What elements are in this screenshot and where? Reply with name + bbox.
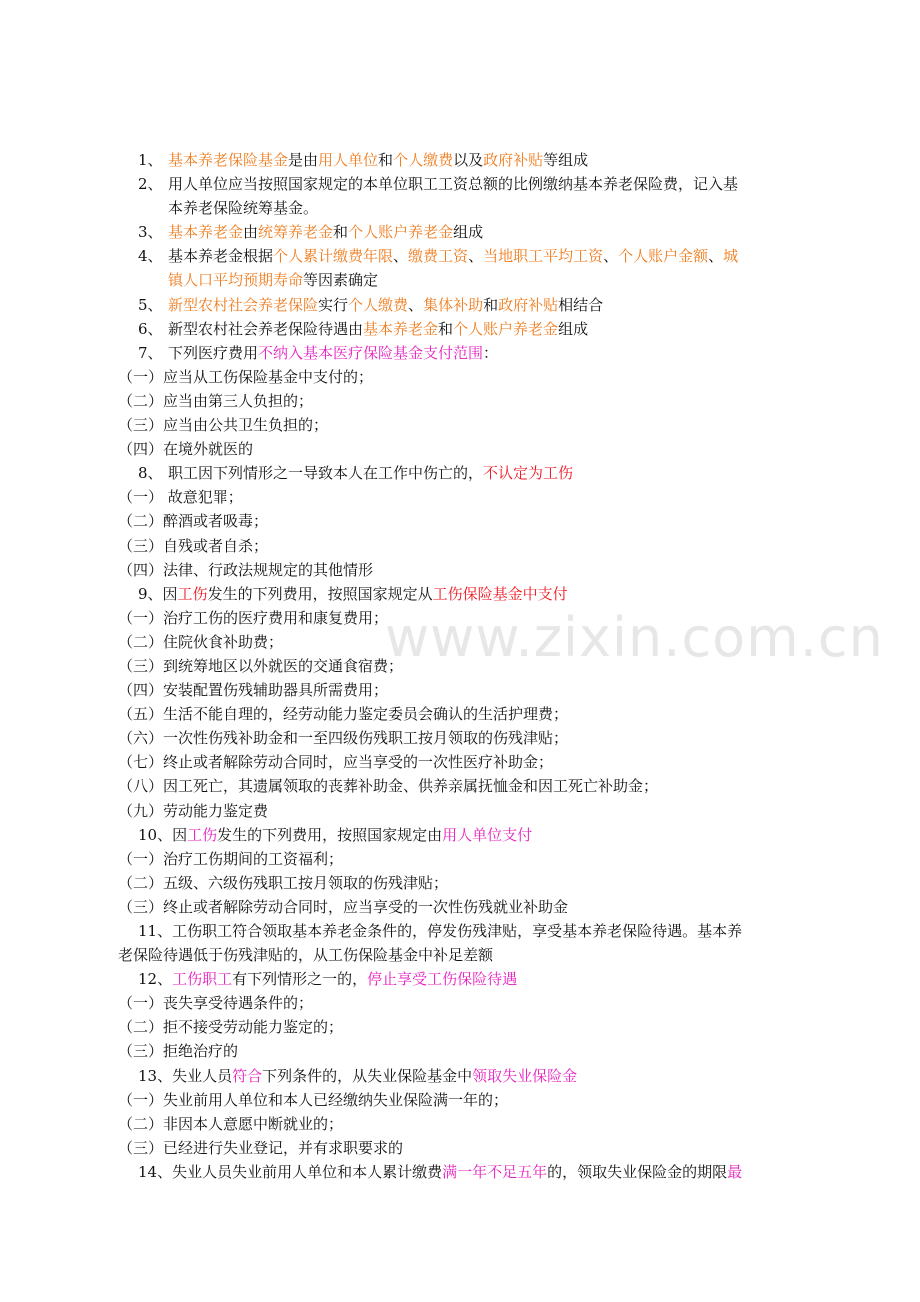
highlighted-term: 个人账户金额: [618, 247, 709, 266]
text-run: （四）在境外就医的: [118, 440, 254, 459]
highlighted-term: 政府补贴: [498, 295, 559, 314]
text-run: （二）醉酒或者吸毒；: [118, 512, 269, 531]
highlighted-term: 用人单位支付: [442, 825, 533, 844]
highlighted-term: 个人账户养老金: [348, 223, 454, 242]
text-run: 职工因下列情形之一导致本人在工作中伤亡的，: [168, 464, 484, 483]
line-text: [118, 991, 313, 1015]
line-text: [138, 582, 568, 606]
doc-line-l5: [0, 293, 920, 317]
line-text: [118, 413, 328, 437]
text-run: 的，领取失业保险金的期限: [547, 1162, 728, 1181]
line-text: [118, 437, 253, 461]
line-text: [118, 750, 553, 774]
item-number: 5、: [138, 295, 163, 314]
doc-line-l7a: [0, 365, 920, 389]
text-run: 、: [393, 247, 409, 266]
line-text: [118, 389, 313, 413]
highlighted-term: 个人缴费: [393, 151, 454, 169]
text-run: 10、因: [138, 825, 188, 844]
highlighted-term: 个人累计缴费年限: [273, 247, 394, 266]
line-text: [118, 1039, 238, 1063]
text-run: （一） 故意犯罪；: [118, 488, 243, 507]
text-run: 有下列情形之一的，: [232, 970, 368, 989]
doc-line-l9e: [0, 702, 920, 726]
line-text: [118, 726, 568, 750]
highlighted-term: 个人缴费: [348, 295, 409, 314]
text-run: （三）自残或者自杀；: [118, 536, 269, 555]
item-number: 4、: [138, 247, 163, 266]
line-text: [118, 895, 568, 919]
highlighted-term: 满一年不足五年: [442, 1162, 548, 1181]
highlighted-term: 基本养老金: [168, 223, 244, 242]
doc-line-l8b: [0, 509, 920, 533]
text-run: 是由: [288, 151, 319, 169]
doc-line-l10b: [0, 871, 920, 895]
text-run: 发生的下列费用，按照国家规定由: [217, 825, 443, 844]
text-run: 和: [483, 295, 499, 314]
doc-line-l8: [0, 461, 920, 485]
doc-line-l14: [0, 1160, 920, 1184]
doc-line-l8d: [0, 558, 920, 582]
text-run: 发生的下列费用，按照国家规定从: [207, 584, 433, 603]
doc-line-l12: [0, 967, 920, 991]
text-run: 新型农村社会养老保险待遇由: [168, 319, 364, 338]
line-text: [168, 268, 378, 292]
doc-line-l9i: [0, 799, 920, 823]
line-text: [168, 148, 588, 172]
highlighted-term: 用人单位: [318, 151, 379, 169]
highlighted-term: 当地职工平均工资: [483, 247, 604, 266]
text-run: 以及: [453, 151, 484, 169]
doc-line-l2b: [0, 196, 920, 220]
line-text: [118, 799, 268, 823]
highlighted-term: 个人账户养老金: [453, 319, 559, 338]
doc-line-l10c: [0, 895, 920, 919]
highlighted-term: 工伤职工: [172, 970, 233, 989]
line-text: [118, 774, 658, 798]
doc-line-l7d: [0, 437, 920, 461]
text-run: （七）终止或者解除劳动合同时，应当享受的一次性医疗补助金；: [118, 753, 554, 772]
text-run: （二）非因本人意愿中断就业的；: [118, 1114, 344, 1133]
line-text: [118, 1088, 508, 1112]
line-text: [138, 1160, 742, 1184]
doc-line-l7: [0, 341, 920, 365]
highlighted-term: 不纳入基本医疗保险基金支付范围: [258, 343, 484, 362]
line-text: [168, 172, 738, 196]
text-run: （一）治疗工伤的医疗费用和康复费用；: [118, 608, 389, 627]
line-text: [118, 485, 243, 509]
watermark: www.zixin.com.cn: [385, 606, 884, 669]
text-run: （三）已经进行失业登记，并有求职要求的: [118, 1138, 404, 1157]
doc-line-l13b: [0, 1112, 920, 1136]
text-run: 等组成: [543, 151, 589, 169]
doc-line-l12a: [0, 991, 920, 1015]
doc-line-l9f: [0, 726, 920, 750]
text-run: （五）生活不能自理的，经劳动能力鉴定委员会确认的生活护理费；: [118, 705, 569, 724]
text-run: （一）应当从工伤保险基金中支付的；: [118, 367, 374, 386]
text-run: 14、失业人员失业前用人单位和本人累计缴费: [138, 1162, 443, 1181]
item-number: 7、: [138, 343, 163, 362]
text-run: （三）拒绝治疗的: [118, 1042, 239, 1061]
text-run: 和: [378, 151, 394, 169]
doc-line-l10a: [0, 847, 920, 871]
highlighted-term: 镇人口平均预期寿命: [168, 271, 304, 290]
line-text: [138, 823, 532, 847]
doc-line-l7b: [0, 389, 920, 413]
line-text: [168, 317, 588, 341]
highlighted-term: 最: [727, 1162, 743, 1181]
line-text: [118, 558, 373, 582]
highlighted-term: 基本养老金: [363, 319, 439, 338]
text-run: 、: [408, 295, 424, 314]
highlighted-term: 工伤: [177, 584, 208, 603]
text-run: 老保险待遇低于伤残津贴的，从工伤保险基金中补足差额: [118, 946, 494, 965]
text-run: 本养老保险统筹基金。: [168, 199, 319, 218]
highlighted-term: 集体补助: [423, 295, 484, 314]
highlighted-term: 工伤: [187, 825, 218, 844]
text-run: 组成: [558, 319, 589, 338]
line-text: [118, 702, 568, 726]
text-run: 、: [708, 247, 724, 266]
text-run: 下列医疗费用: [168, 343, 259, 362]
line-text: [168, 341, 498, 365]
text-run: 12、: [138, 970, 173, 989]
highlighted-term: 统筹养老金: [258, 223, 334, 242]
line-text: [118, 871, 448, 895]
doc-line-l9: [0, 582, 920, 606]
line-text: [118, 534, 268, 558]
doc-line-l13: [0, 1064, 920, 1088]
line-text: [168, 196, 318, 220]
text-run: 相结合: [558, 295, 604, 314]
text-run: （九）劳动能力鉴定费: [118, 801, 269, 820]
text-run: 和: [438, 319, 454, 338]
text-run: （四）安装配置伤残辅助器具所需费用；: [118, 681, 389, 700]
highlighted-term: 停止享受工伤保险待遇: [367, 970, 518, 989]
text-run: （四）法律、行政法规规定的其他情形: [118, 560, 374, 579]
doc-line-l9h: [0, 774, 920, 798]
doc-line-l6: [0, 317, 920, 341]
doc-line-l2: [0, 172, 920, 196]
doc-line-l7c: [0, 413, 920, 437]
text-run: 组成: [453, 223, 484, 242]
line-text: [168, 244, 738, 268]
text-run: （三）终止或者解除劳动合同时，应当享受的一次性伤残就业补助金: [118, 897, 569, 916]
doc-line-l4: [0, 244, 920, 268]
item-number: 3、: [138, 223, 163, 242]
doc-line-l9d: [0, 678, 920, 702]
line-text: [138, 1064, 577, 1088]
highlighted-term: 基本养老保险基金: [168, 151, 289, 169]
doc-line-l11: [0, 919, 920, 943]
doc-line-l11b: [0, 943, 920, 967]
highlighted-term: 符合: [232, 1066, 263, 1085]
highlighted-term: 工伤保险基金中支付: [432, 584, 568, 603]
text-run: 11、工伤职工符合领取基本养老金条件的，停发伤残津贴，享受基本养老保险待遇。基本养: [138, 922, 743, 940]
line-text: [118, 365, 373, 389]
text-run: （二）应当由第三人负担的；: [118, 391, 314, 410]
text-run: （二）拒不接受劳动能力鉴定的；: [118, 1018, 344, 1037]
item-number: 1、: [138, 151, 163, 169]
text-run: ：: [483, 343, 499, 362]
text-run: 9、因: [138, 584, 178, 603]
doc-line-l9g: [0, 750, 920, 774]
text-run: （三）到统筹地区以外就医的交通食宿费；: [118, 656, 404, 675]
doc-line-l13a: [0, 1088, 920, 1112]
text-run: （一）治疗工伤期间的工资福利；: [118, 849, 344, 868]
line-text: [118, 509, 268, 533]
text-run: 和: [333, 223, 349, 242]
line-text: [138, 919, 742, 943]
text-run: 13、失业人员: [138, 1066, 233, 1085]
highlighted-term: 新型农村社会养老保险: [168, 295, 319, 314]
doc-line-l8a: [0, 485, 920, 509]
text-run: （二）住院伙食补助费；: [118, 632, 284, 651]
doc-line-l4b: [0, 268, 920, 292]
text-run: 等因素确定: [303, 271, 379, 290]
line-text: [118, 606, 388, 630]
text-run: 、: [468, 247, 484, 266]
highlighted-term: 缴费工资: [408, 247, 469, 266]
doc-line-l12c: [0, 1039, 920, 1063]
text-run: 、: [603, 247, 619, 266]
line-text: [118, 847, 343, 871]
highlighted-term: 政府补贴: [483, 151, 544, 169]
item-number: 2、: [138, 175, 163, 194]
text-run: 由: [243, 223, 259, 242]
highlighted-term: 领取失业保险金: [472, 1066, 578, 1085]
text-run: （一）丧失享受待遇条件的；: [118, 994, 314, 1013]
doc-line-l12b: [0, 1015, 920, 1039]
doc-line-l1: [0, 148, 920, 172]
text-run: （六）一次性伤残补助金和一至四级伤残职工按月领取的伤残津贴；: [118, 729, 569, 748]
text-run: （一）失业前用人单位和本人已经缴纳失业保险满一年的；: [118, 1090, 509, 1109]
line-text: [118, 654, 403, 678]
highlighted-term: 城: [723, 247, 739, 266]
doc-line-l10: [0, 823, 920, 847]
text-run: 基本养老金根据: [168, 247, 274, 266]
line-text: [118, 1136, 403, 1160]
text-run: （八）因工死亡，其遗属领取的丧葬补助金、供养亲属抚恤金和因工死亡补助金；: [118, 777, 659, 796]
line-text: [118, 678, 388, 702]
line-text: [168, 293, 603, 317]
item-number: 8、: [138, 464, 163, 483]
doc-line-l8c: [0, 534, 920, 558]
text-run: 实行: [318, 295, 349, 314]
highlighted-term: 不认定为工伤: [483, 464, 574, 483]
doc-line-l3: [0, 220, 920, 244]
line-text: [118, 943, 493, 967]
line-text: [168, 461, 573, 485]
text-run: 下列条件的，从失业保险基金中: [262, 1066, 473, 1085]
text-run: 用人单位应当按照国家规定的本单位职工工资总额的比例缴纳基本养老保险费，记入基: [168, 175, 739, 194]
text-run: （二）五级、六级伤残职工按月领取的伤残津贴；: [118, 873, 449, 892]
item-number: 6、: [138, 319, 163, 338]
line-text: [168, 220, 483, 244]
line-text: [118, 1112, 343, 1136]
line-text: [138, 967, 517, 991]
doc-line-l13c: [0, 1136, 920, 1160]
text-run: （三）应当由公共卫生负担的；: [118, 416, 329, 435]
line-text: [118, 630, 283, 654]
line-text: [118, 1015, 343, 1039]
